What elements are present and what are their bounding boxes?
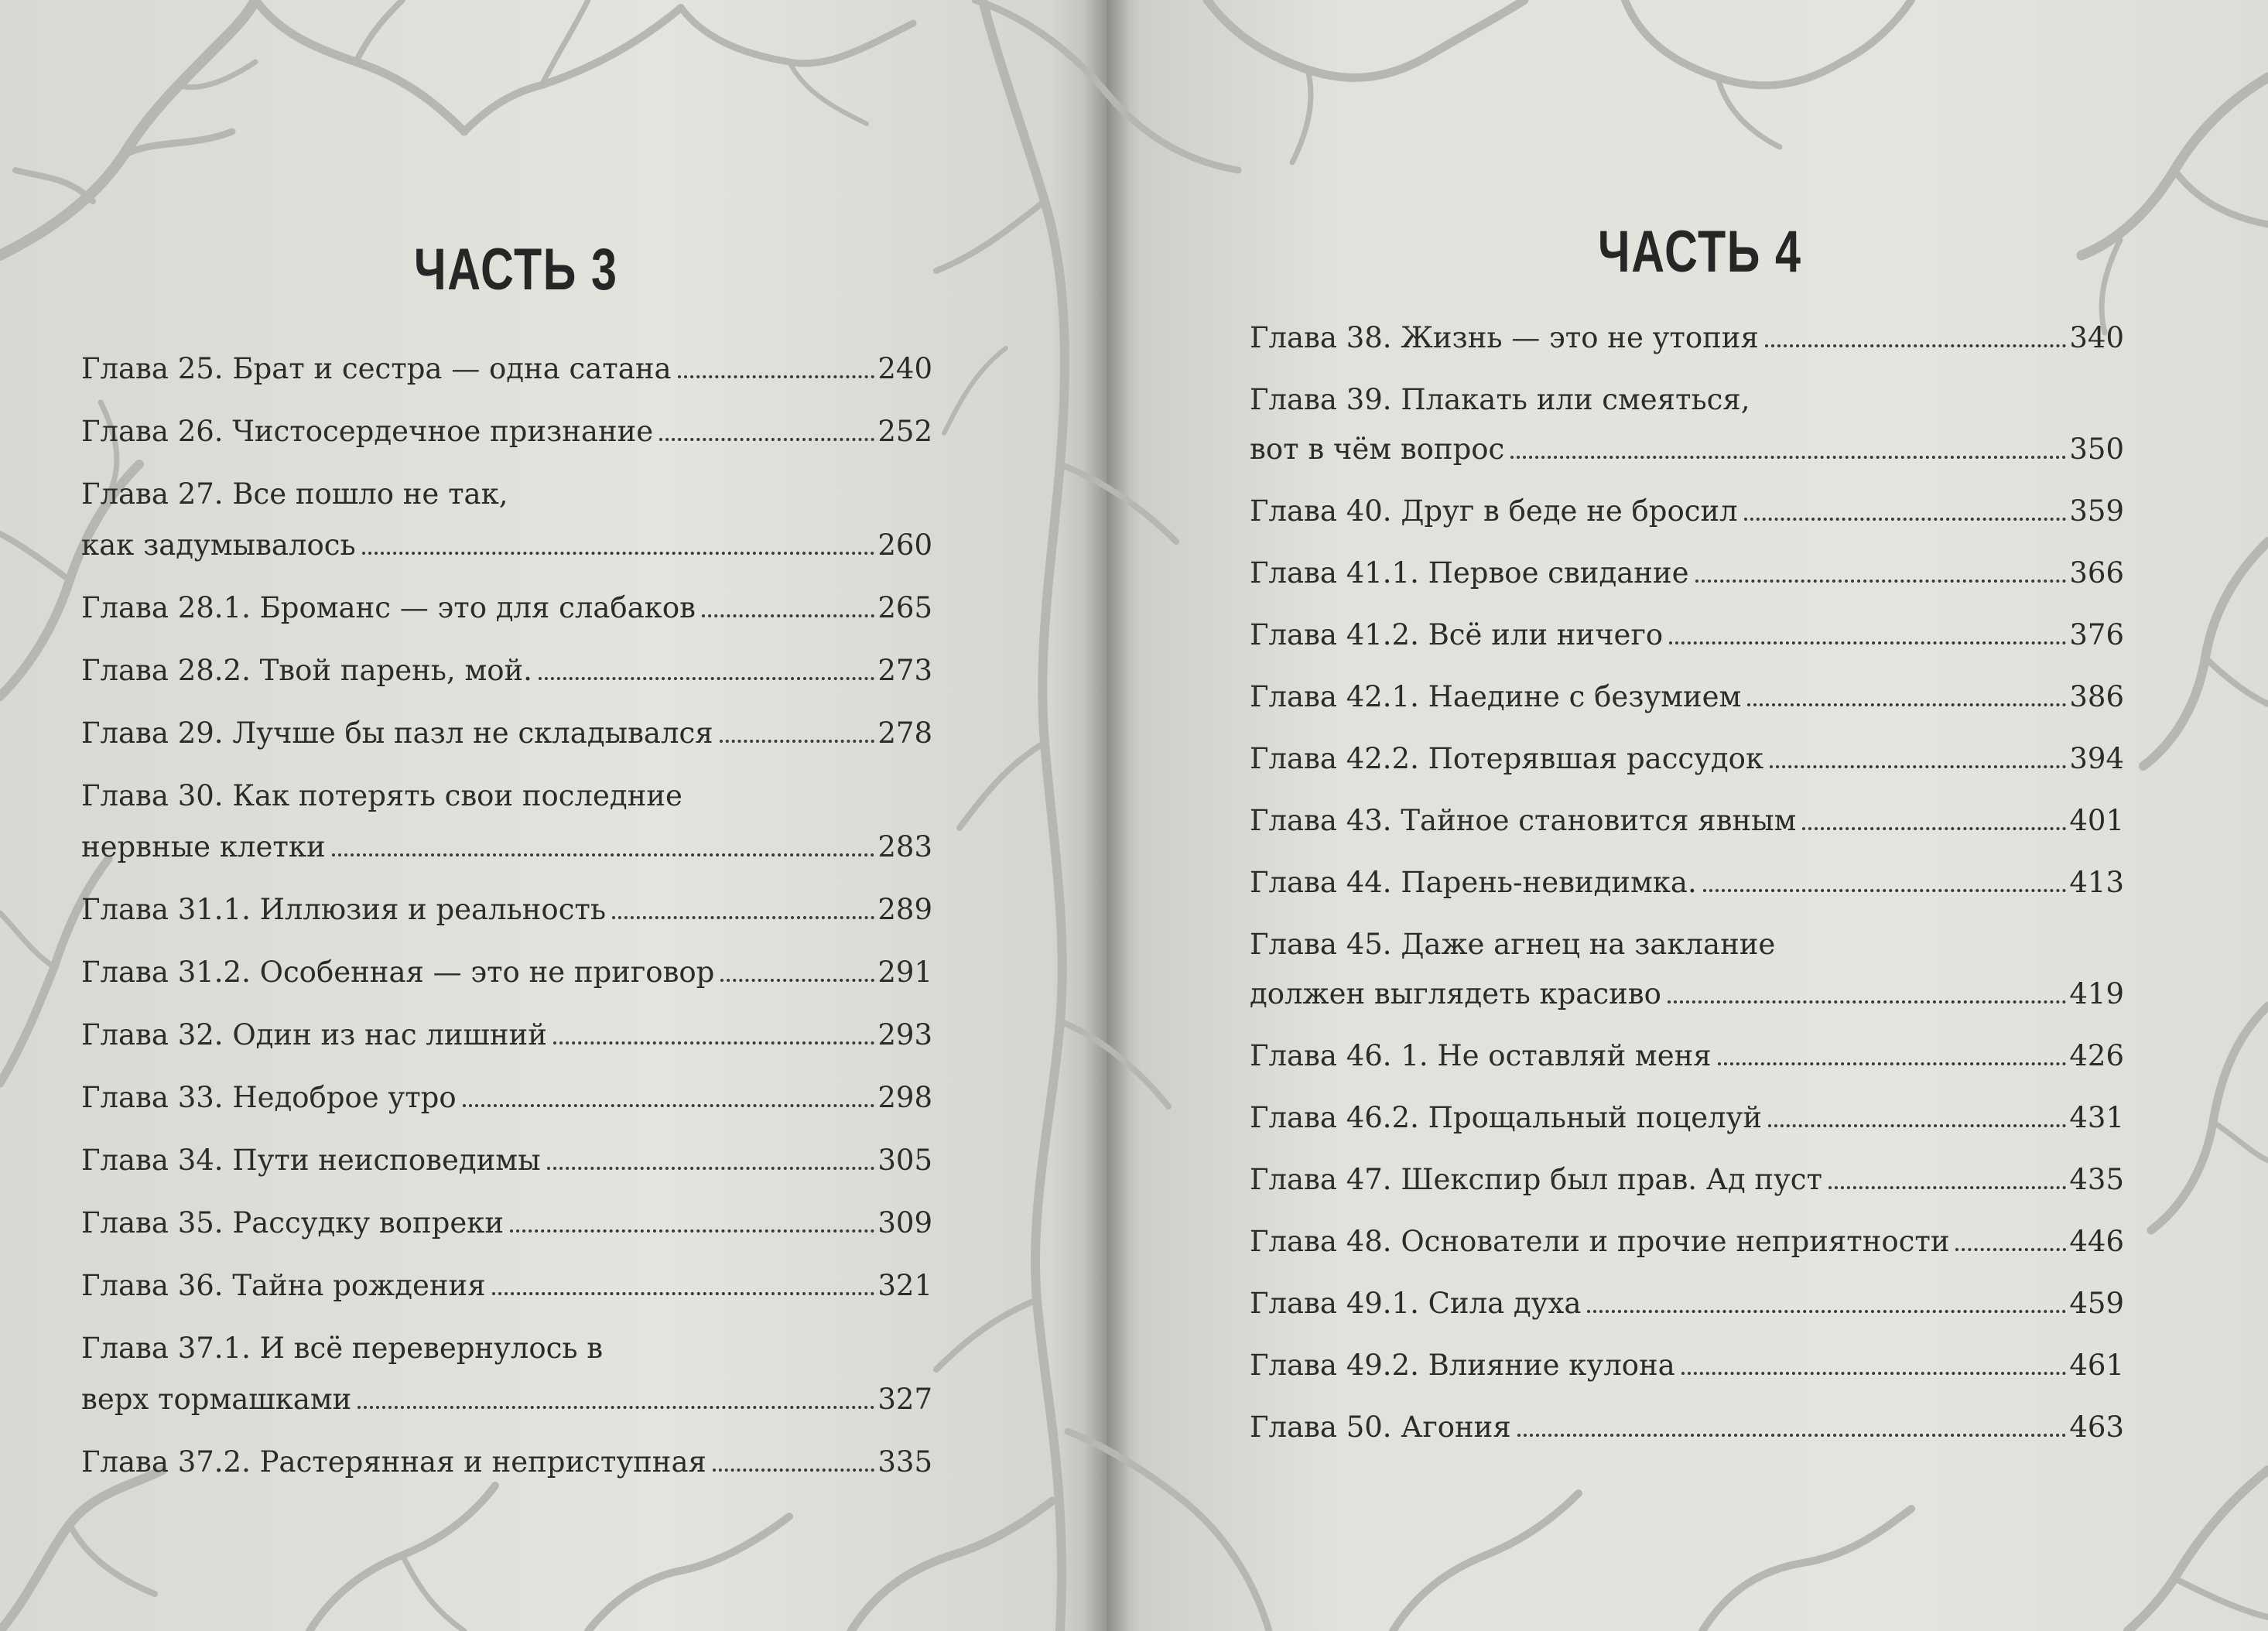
page-number: 291 <box>877 956 932 989</box>
page-number: 293 <box>877 1018 932 1051</box>
page-number: 305 <box>877 1144 932 1177</box>
leader-dots <box>1744 518 2067 521</box>
leader-dots <box>1510 456 2066 459</box>
leader-dots <box>1669 641 2066 645</box>
part-3-heading: ЧАСТЬ 3 <box>414 237 618 303</box>
leader-dots <box>362 552 875 555</box>
chapter-title: Глава 46.2. Прощальный поцелуй <box>1250 1101 1763 1134</box>
chapter-title: Глава 29. Лучше бы пазл не складывался <box>81 716 713 750</box>
leader-dots <box>1718 1062 2067 1065</box>
chapter-title: Глава 36. Тайна рождения <box>81 1269 486 1302</box>
chapter-title: нервные клетки <box>81 830 326 863</box>
chapter-title: Глава 48. Основатели и прочие неприятности <box>1250 1225 1950 1258</box>
page-number: 283 <box>877 830 932 863</box>
page-number: 459 <box>2069 1287 2124 1320</box>
chapter-title: вот в чём вопрос <box>1250 433 1505 466</box>
leader-dots <box>1768 1124 2066 1127</box>
leader-dots <box>1747 703 2066 706</box>
page-number: 350 <box>2069 433 2124 466</box>
page-number: 426 <box>2069 1039 2124 1072</box>
page-number: 265 <box>877 591 932 624</box>
page-number: 240 <box>877 352 932 385</box>
leader-dots <box>1681 1372 2067 1375</box>
chapter-title: Глава 38. Жизнь — это не утопия <box>1250 321 1759 354</box>
leader-dots <box>463 1104 875 1107</box>
chapter-title: Глава 39. Плакать или смеяться, <box>1250 383 1750 416</box>
page-number: 340 <box>2069 321 2124 354</box>
leader-dots <box>702 614 874 617</box>
chapter-title: Глава 34. Пути неисповедимы <box>81 1144 541 1177</box>
page-number: 335 <box>877 1445 932 1479</box>
chapter-title: верх тормашками <box>81 1383 352 1416</box>
leader-dots <box>1770 765 2066 768</box>
chapter-title: Глава 40. Друг в беде не бросил <box>1250 494 1738 528</box>
leader-dots <box>1587 1310 2066 1313</box>
chapter-title: Глава 49.1. Сила духа <box>1250 1287 1582 1320</box>
leader-dots <box>1703 889 2067 892</box>
leader-dots <box>1695 580 2067 583</box>
page-number: 431 <box>2069 1101 2124 1134</box>
chapter-title: Глава 25. Брат и сестра — одна сатана <box>81 352 672 385</box>
chapter-title: Глава 50. Агония <box>1250 1410 1511 1444</box>
chapter-title: Глава 41.1. Первое свидание <box>1250 556 1689 590</box>
chapter-title: Глава 30. Как потерять свои последние <box>81 779 682 812</box>
page-number: 278 <box>877 716 932 750</box>
chapter-title: как задумывалось <box>81 528 356 562</box>
page-number: 419 <box>2069 977 2124 1010</box>
part-4-heading: ЧАСТЬ 4 <box>1598 219 1802 285</box>
leader-dots <box>1802 827 2066 830</box>
chapter-title: должен выглядеть красиво <box>1250 977 1661 1010</box>
chapter-title: Глава 49.2. Влияние кулона <box>1250 1349 1675 1382</box>
page-number: 309 <box>877 1206 932 1239</box>
chapter-title: Глава 41.2. Всё или ничего <box>1250 618 1664 651</box>
leader-dots <box>720 740 875 743</box>
chapter-title: Глава 32. Один из нас лишний <box>81 1018 547 1051</box>
chapter-title: Глава 44. Парень-невидимка. <box>1250 866 1697 899</box>
chapter-title: Глава 26. Чистосердечное признание <box>81 415 654 448</box>
chapter-title: Глава 45. Даже агнец на заклание <box>1250 928 1776 961</box>
leader-dots <box>553 1041 875 1045</box>
chapter-title: Глава 28.1. Броманс — это для слабаков <box>81 591 696 624</box>
leader-dots <box>357 1406 874 1409</box>
chapter-title: Глава 27. Все пошло не так, <box>81 477 508 511</box>
leader-dots <box>547 1167 875 1170</box>
chapter-title: Глава 42.2. Потерявшая рассудок <box>1250 742 1764 775</box>
chapter-title: Глава 37.2. Растерянная и неприступная <box>81 1445 706 1479</box>
page-number: 401 <box>2069 804 2124 837</box>
page-number: 260 <box>877 528 932 562</box>
chapter-title: Глава 37.1. И всё перевернулось в <box>81 1332 604 1365</box>
page-number: 386 <box>2069 680 2124 713</box>
chapter-title: Глава 33. Недоброе утро <box>81 1081 457 1114</box>
page-number: 366 <box>2069 556 2124 590</box>
leader-dots <box>492 1292 875 1295</box>
leader-dots <box>510 1229 874 1233</box>
page-number: 463 <box>2069 1410 2124 1444</box>
leader-dots <box>1668 1000 2067 1004</box>
page-number: 413 <box>2069 866 2124 899</box>
leader-dots <box>1955 1248 2066 1251</box>
page-number: 359 <box>2069 494 2124 528</box>
page-number: 252 <box>877 415 932 448</box>
page-number: 273 <box>877 654 932 687</box>
chapter-title: Глава 42.1. Наедине с безумием <box>1250 680 1742 713</box>
leader-dots <box>332 853 875 857</box>
chapter-title: Глава 47. Шекспир был прав. Ад пуст <box>1250 1163 1822 1196</box>
page-number: 435 <box>2069 1163 2124 1196</box>
page-number: 394 <box>2069 742 2124 775</box>
leader-dots <box>720 979 874 982</box>
leader-dots <box>659 438 874 441</box>
chapter-title: Глава 46. 1. Не оставляй меня <box>1250 1039 1712 1072</box>
leader-dots <box>678 375 875 378</box>
leader-dots <box>1828 1186 2066 1189</box>
page-number: 327 <box>877 1383 932 1416</box>
leader-dots <box>612 916 874 919</box>
page-number: 446 <box>2069 1225 2124 1258</box>
leader-dots <box>1765 344 2067 347</box>
chapter-title: Глава 31.1. Иллюзия и реальность <box>81 893 607 926</box>
page-number: 321 <box>877 1269 932 1302</box>
leader-dots <box>1517 1434 2067 1437</box>
chapter-title: Глава 28.2. Твой парень, мой. <box>81 654 532 687</box>
page-number: 289 <box>877 893 932 926</box>
leader-dots <box>713 1469 875 1472</box>
page-number: 298 <box>877 1081 932 1114</box>
chapter-title: Глава 31.2. Особенная — это не приговор <box>81 956 715 989</box>
chapter-title: Глава 35. Рассудку вопреки <box>81 1206 505 1239</box>
leader-dots <box>539 677 874 680</box>
chapter-title: Глава 43. Тайное становится явным <box>1250 804 1797 837</box>
page-number: 461 <box>2069 1349 2124 1382</box>
page-number: 376 <box>2069 618 2124 651</box>
